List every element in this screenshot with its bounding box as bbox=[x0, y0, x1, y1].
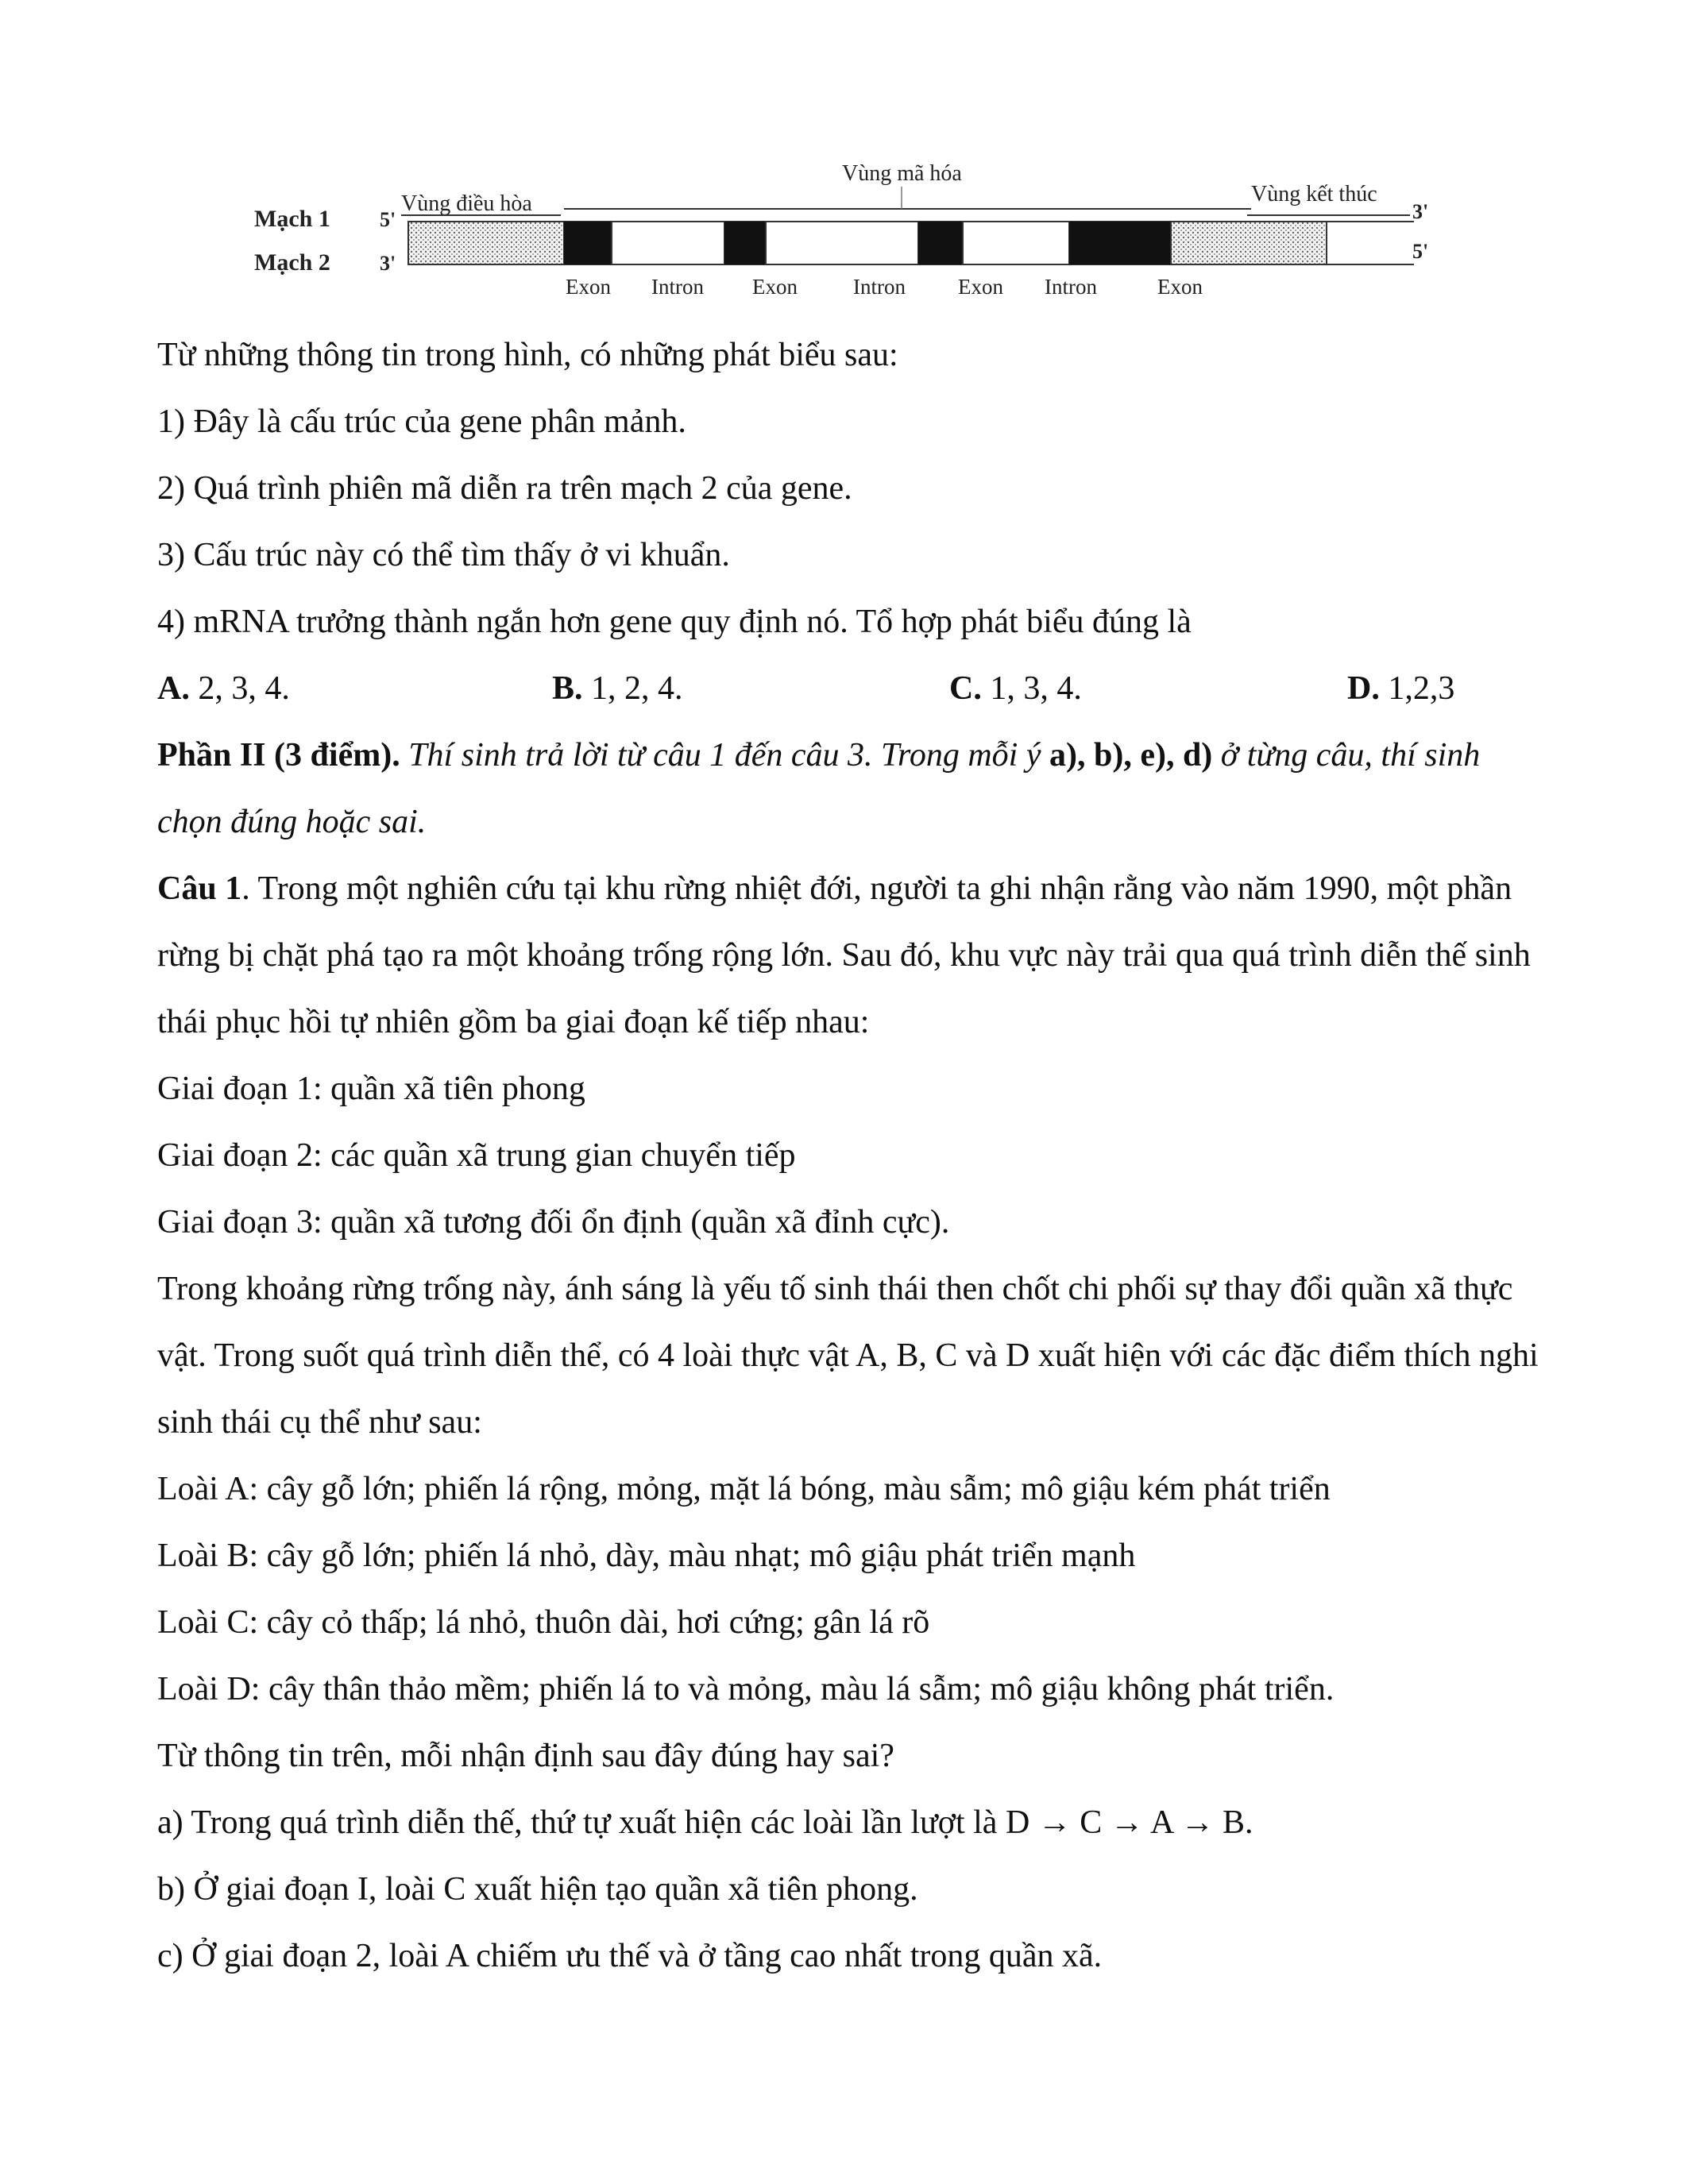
option-text: 1, 2, 4. bbox=[582, 670, 683, 707]
gene-diagram-svg bbox=[238, 155, 1462, 314]
exon-3 bbox=[918, 222, 963, 264]
intron-3 bbox=[963, 222, 1069, 264]
question1-label: Câu 1 bbox=[157, 870, 242, 907]
document-body bbox=[157, 322, 1539, 1989]
stage-2: Giai đoạn 2: các quần xã trung gian chuyển tiếp bbox=[157, 1137, 796, 1174]
regulatory-region-label: Vùng điều hòa bbox=[401, 191, 532, 216]
question1-context: Trong khoảng rừng trống này, ánh sáng là yếu tố sinh thái then chốt chi phối sự thay đổi quần xã thực vật. Trong suốt quá trình diễn thể, có 4 loài thực vật A, B, C và D xuất hiện với các đặc điểm thích nghi sinh thái cụ thể như sau: bbox=[157, 1271, 1539, 1441]
segment-label: Intron bbox=[1045, 275, 1097, 299]
segment-label: Exon bbox=[1157, 275, 1203, 299]
species-d: Loài D: cây thân thảo mềm; phiến lá to và mỏng, màu lá sẫm; mô giậu không phát triển. bbox=[157, 1671, 1335, 1707]
species-c: Loài C: cây cỏ thấp; lá nhỏ, thuôn dài, hơi cứng; gân lá rõ bbox=[157, 1604, 930, 1641]
segment-label: Exon bbox=[566, 275, 611, 299]
option-a[interactable] bbox=[157, 655, 290, 722]
part2-instr-1: Thí sinh trả lời từ câu 1 đến câu 3. Trong mỗi ý bbox=[400, 737, 1049, 774]
part2-instructions bbox=[157, 722, 1539, 855]
strand1-left-end: 5' bbox=[380, 208, 396, 231]
option-letter: A. bbox=[157, 670, 190, 707]
segment-label: Exon bbox=[958, 275, 1003, 299]
coding-region-label: Vùng mã hóa bbox=[842, 161, 962, 186]
exon-1 bbox=[564, 222, 612, 264]
option-text: 1,2,3 bbox=[1379, 670, 1455, 707]
question1-text bbox=[157, 855, 1539, 1055]
exon-4 bbox=[1069, 222, 1171, 264]
question1-body: . Trong một nghiên cứu tại khu rừng nhiệt đới, người ta ghi nhận rằng vào năm 1990, một phần rừng bị chặt phá tạo ra một khoảng trống rộng lớn. Sau đó, khu vực này trải qua quá trình diễn thế sinh thái phục hồi tự nhiên gồm ba giai đoạn kế tiếp nhau: bbox=[157, 870, 1531, 1040]
option-letter: C. bbox=[949, 670, 982, 707]
claim-b: b) Ở giai đoạn I, loài C xuất hiện tạo quần xã tiên phong. bbox=[157, 1871, 918, 1908]
strand2-left-end: 3' bbox=[380, 252, 396, 275]
option-d[interactable] bbox=[1347, 655, 1454, 722]
answer-options bbox=[157, 655, 1539, 722]
intron-2 bbox=[766, 222, 918, 264]
exon-2 bbox=[724, 222, 766, 264]
termination-region-label: Vùng kết thúc bbox=[1251, 182, 1377, 206]
species-a: Loài A: cây gỗ lớn; phiến lá rộng, mỏng, mặt lá bóng, màu sẫm; mô giậu kém phát triển bbox=[157, 1471, 1331, 1507]
statement-3: 3) Cấu trúc này có thể tìm thấy ở vi khuẩn. bbox=[157, 537, 730, 573]
regulatory-region bbox=[408, 222, 564, 264]
termination-region bbox=[1171, 222, 1327, 264]
strand1-right-end: 3' bbox=[1412, 200, 1429, 223]
option-text: 2, 3, 4. bbox=[189, 670, 290, 707]
statement-2: 2) Quá trình phiên mã diễn ra trên mạch 2 của gene. bbox=[157, 470, 852, 507]
claim-c: c) Ở giai đoạn 2, loài A chiếm ưu thế và ở tầng cao nhất trong quần xã. bbox=[157, 1938, 1103, 1974]
segment-label: Intron bbox=[651, 275, 704, 299]
strand2-label: Mạch 2 bbox=[254, 249, 330, 276]
option-letter: B. bbox=[552, 670, 583, 707]
strand2-right-end: 5' bbox=[1412, 240, 1429, 263]
strand1-label: Mạch 1 bbox=[254, 206, 330, 232]
statement-4: 4) mRNA trưởng thành ngắn hơn gene quy định nó. Tổ hợp phát biểu đúng là bbox=[157, 604, 1192, 640]
option-b[interactable] bbox=[552, 655, 683, 722]
question1-prompt: Từ thông tin trên, mỗi nhận định sau đây đúng hay sai? bbox=[157, 1738, 894, 1774]
gene-structure-diagram bbox=[238, 155, 1462, 314]
part2-instr-2: ở từng câu, thí sinh chọn đúng hoặc sai. bbox=[157, 737, 1481, 840]
intron-1 bbox=[612, 222, 724, 264]
segment-label: Exon bbox=[752, 275, 798, 299]
stage-1: Giai đoạn 1: quần xã tiên phong bbox=[157, 1071, 585, 1107]
option-letter: D. bbox=[1347, 670, 1380, 707]
part2-heading: Phần II (3 điểm). bbox=[157, 737, 400, 774]
species-b: Loài B: cây gỗ lớn; phiến lá nhỏ, dày, màu nhạt; mô giậu phát triển mạnh bbox=[157, 1538, 1136, 1574]
option-text: 1, 3, 4. bbox=[981, 670, 1082, 707]
intro-text: Từ những thông tin trong hình, có những phát biểu sau: bbox=[157, 337, 898, 373]
stage-3: Giai đoạn 3: quần xã tương đối ổn định (quần xã đỉnh cực). bbox=[157, 1204, 950, 1241]
part2-items: a), b), e), d) bbox=[1049, 737, 1213, 774]
segment-label: Intron bbox=[853, 275, 906, 299]
statement-1: 1) Đây là cấu trúc của gene phân mảnh. bbox=[157, 403, 686, 440]
claim-a: a) Trong quá trình diễn thế, thứ tự xuất hiện các loài lần lượt là D → C → A → B. bbox=[157, 1804, 1253, 1841]
option-c[interactable] bbox=[949, 655, 1082, 722]
